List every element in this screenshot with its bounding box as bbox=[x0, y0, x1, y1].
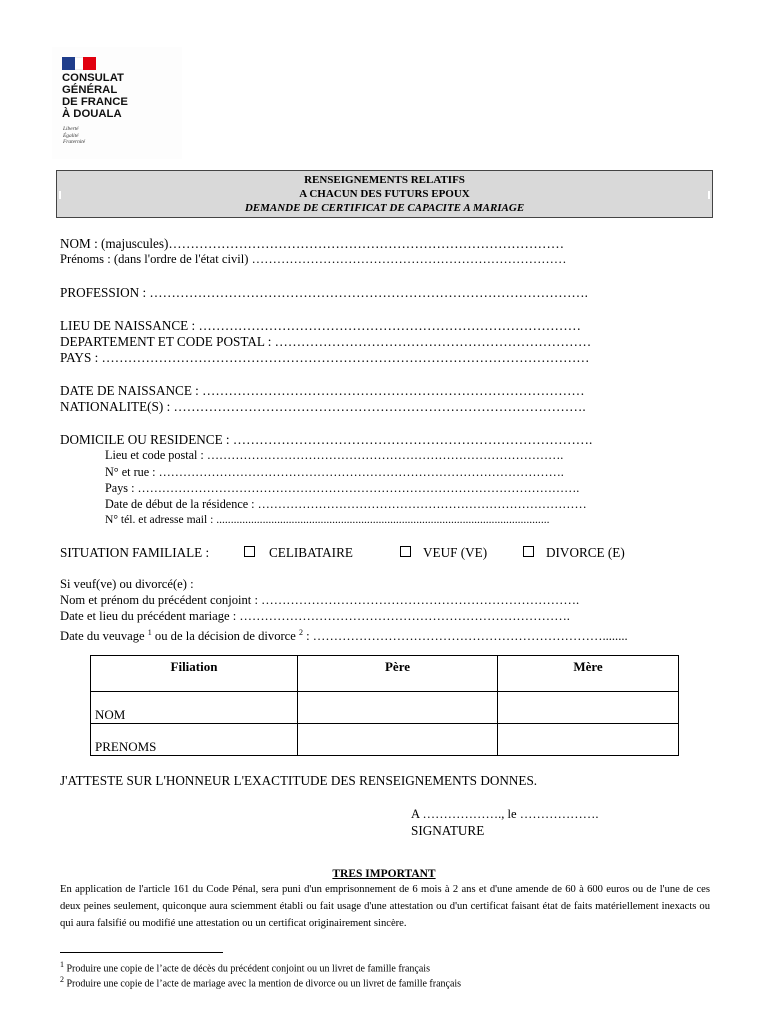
french-flag-icon bbox=[62, 57, 96, 70]
field-lieu-date-signature[interactable]: A ………………., le ………………. bbox=[411, 807, 599, 821]
field-prenoms[interactable]: Prénoms : (dans l'ordre de l'état civil) ………………………………………………………………… bbox=[60, 252, 567, 266]
checkbox-icon[interactable] bbox=[523, 546, 534, 557]
logo-line: À DOUALA bbox=[62, 108, 122, 120]
field-precedent-conjoint[interactable]: Nom et prénom du précédent conjoint : …………………………………………………………………. bbox=[60, 593, 580, 607]
footnote-number: 1 bbox=[60, 960, 64, 969]
field-profession[interactable]: PROFESSION : ………………………………………………………………………………………. bbox=[60, 285, 588, 300]
checkbox-divorce[interactable] bbox=[523, 545, 625, 560]
consulate-logo bbox=[52, 47, 182, 159]
table-row bbox=[91, 692, 679, 724]
checkbox-celibataire[interactable] bbox=[244, 545, 353, 560]
option-divorce: DIVORCE (E) bbox=[546, 545, 625, 560]
signature-label: SIGNATURE bbox=[411, 823, 485, 838]
header-mere: Mère bbox=[498, 656, 679, 692]
cell-mere-nom[interactable] bbox=[498, 692, 679, 724]
important-text: En application de l'article 161 du Code Pénal, sera puni d'un emprisonnement de 6 mois à 2 ans et d'une amende de 60 à 600 euros ou de l'une de ces deux peines seulement, quiconque aura sciemment établi ou fait usage d'une attestation ou d'un certificat faisant état de faits matériellement inexacts ou qui aura falsifié ou modifié une attestation ou un certificat originairement sincère. bbox=[60, 884, 710, 929]
cell-pere-prenoms[interactable] bbox=[298, 724, 498, 756]
logo-line: DE FRANCE bbox=[62, 96, 128, 108]
attestation-text: J'ATTESTE SUR L'HONNEUR L'EXACTITUDE DES RENSEIGNEMENTS DONNES. bbox=[60, 773, 538, 788]
field-departement[interactable]: DEPARTEMENT ET CODE POSTAL : ……………………………………………………………… bbox=[60, 334, 592, 349]
header-filiation: Filiation bbox=[91, 656, 298, 692]
option-veuf: VEUF (VE) bbox=[423, 545, 488, 560]
title-line-2: A CHACUN DES FUTURS EPOUX bbox=[299, 188, 470, 200]
footnote-text: Produire une copie de l’acte de décès du précédent conjoint ou un livret de famille français bbox=[64, 963, 430, 975]
filiation-table bbox=[90, 655, 679, 756]
important-title: TRES IMPORTANT bbox=[332, 868, 436, 880]
date-veuvage-label: Date du veuvage bbox=[60, 629, 148, 644]
field-nationalite[interactable]: NATIONALITE(S) : …………………………………………………………………………………. bbox=[60, 399, 586, 414]
field-precedent-mariage[interactable]: Date et lieu du précédent mariage : ……………………………………………………………………. bbox=[60, 609, 570, 623]
situation-label: SITUATION FAMILIALE : bbox=[60, 545, 210, 560]
field-lieu-naissance[interactable]: LIEU DE NAISSANCE : …………………………………………………………………………… bbox=[60, 318, 581, 333]
field-numero-rue[interactable]: N° et rue : ………………………………………………………………………………………. bbox=[105, 465, 564, 479]
footnote-text: Produire une copie de l’acte de mariage avec la mention de divorce ou un livret de famille français bbox=[64, 978, 462, 990]
veuf-intro: Si veuf(ve) ou divorcé(e) : bbox=[60, 577, 194, 591]
table-row bbox=[91, 724, 679, 756]
footnote-ref-2: 2 bbox=[299, 628, 304, 637]
motto-line: Liberté bbox=[63, 126, 79, 132]
logo-line: CONSULAT bbox=[62, 72, 124, 84]
row-label-prenoms: PRENOMS bbox=[91, 724, 298, 756]
checkbox-icon[interactable] bbox=[244, 546, 255, 557]
field-lieu-code-postal[interactable]: Lieu et code postal : ……………………………………………………………………………. bbox=[105, 448, 564, 462]
logo-text bbox=[62, 72, 128, 120]
footnote-ref-1: 1 bbox=[147, 628, 152, 637]
logo-line: GÉNÉRAL bbox=[62, 84, 118, 96]
field-pays[interactable]: PAYS : ………………………………………………………………………………………………… bbox=[60, 350, 590, 365]
row-label-nom: NOM bbox=[91, 692, 298, 724]
date-veuvage-dots: : ……………………………………………………………........ bbox=[303, 629, 628, 644]
field-domicile[interactable]: DOMICILE OU RESIDENCE : ………………………………………………………………………. bbox=[60, 432, 593, 447]
motto-line: Fraternité bbox=[63, 139, 86, 145]
cell-pere-nom[interactable] bbox=[298, 692, 498, 724]
table-header-row bbox=[91, 656, 679, 692]
field-date-debut-residence[interactable]: Date de début de la résidence : ……………………………………………………………………… bbox=[105, 497, 587, 511]
field-date-veuvage[interactable] bbox=[60, 625, 628, 644]
motto-line: Égalité bbox=[63, 132, 79, 139]
cell-mere-prenoms[interactable] bbox=[498, 724, 679, 756]
title-line-3: DEMANDE DE CERTIFICAT DE CAPACITE A MARIAGE bbox=[244, 202, 525, 214]
footnote-number: 2 bbox=[60, 975, 64, 984]
form-title-box bbox=[56, 170, 713, 218]
field-pays-residence[interactable]: Pays : ………………………………………………………………………………………………. bbox=[105, 481, 580, 495]
checkbox-icon[interactable] bbox=[400, 546, 411, 557]
field-date-naissance[interactable]: DATE DE NAISSANCE : …………………………………………………………………………… bbox=[60, 383, 585, 398]
field-nom[interactable]: NOM : (majuscules)……………………………………………………………………………… bbox=[60, 236, 565, 251]
title-line-1: RENSEIGNEMENTS RELATIFS bbox=[304, 174, 465, 186]
footnote-2 bbox=[60, 973, 461, 991]
option-celibataire: CELIBATAIRE bbox=[269, 545, 353, 560]
checkbox-veuf[interactable] bbox=[400, 545, 487, 560]
footnote-divider bbox=[60, 952, 223, 953]
date-divorce-label: ou de la décision de divorce bbox=[151, 629, 300, 644]
situation-familiale bbox=[60, 545, 209, 560]
field-tel-mail[interactable]: N° tél. et adresse mail : ................................................................................................................... bbox=[105, 513, 550, 526]
header-pere: Père bbox=[298, 656, 498, 692]
logo-motto bbox=[63, 126, 85, 146]
